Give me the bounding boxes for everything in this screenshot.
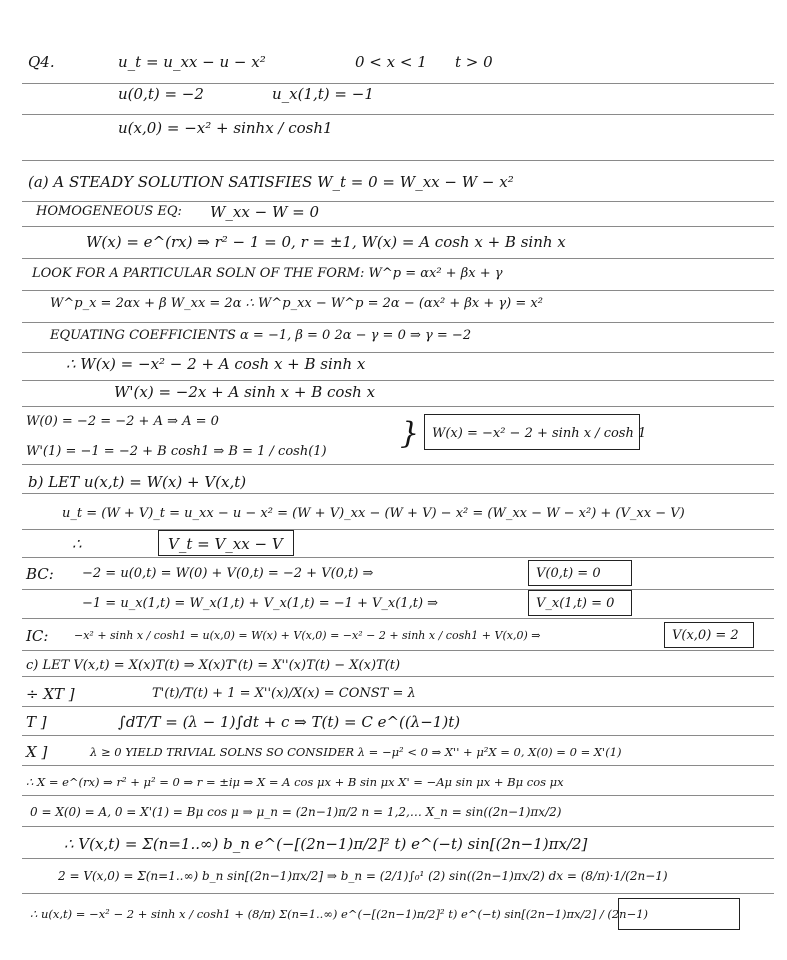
ic-equation: u(x,0) = −x² + sinhx / cosh1 — [118, 119, 333, 137]
homogeneous-solution: W(x) = e^(rx) ⇒ r² − 1 = 0, r = ±1, W(x) = A cosh x + B sinh x — [86, 233, 566, 251]
bc2-row — [0, 590, 787, 618]
bc1-derivation: −2 = u(0,t) = W(0) + V(0,t) = −2 + V(0,t) ⇒ — [82, 566, 374, 581]
homogeneous-eq — [0, 198, 787, 226]
final-solution-row: ∴ u(x,t) = −x² − 2 + sinh x / cosh1 + (8/π) Σ(n=1..∞) e^(−[(2n−1)π/2]² t) e^(−t) sin[(2n−1)πx/2] / (2n−1) — [0, 900, 787, 928]
question-label: Q4. — [28, 53, 55, 71]
bc1-result: V(0,t) = 0 — [536, 566, 601, 581]
ic-row — [0, 622, 787, 650]
coefficient-row: 2 = V(x,0) = Σ(n=1..∞) b_n sin[(2n−1)πx/2] ⇒ b_n = (2/1)∫₀¹ (2) sin((2n−1)πx/2) dx = (8/π)·1/(2n−1) — [58, 869, 668, 883]
condition-w0: W(0) = −2 = −2 + A ⇒ A = 0 — [26, 414, 219, 429]
eigen-row: 0 = X(0) = A, 0 = X'(1) = Bμ cos μ ⇒ μ_n = (2n−1)π/2 n = 1,2,… X_n = sin((2n−1)πx/2) — [30, 805, 562, 819]
t-label: T ] — [26, 713, 47, 731]
divide-label: ÷ XT ] — [26, 685, 75, 703]
part-b-derivation: u_t = (W + V)_t = u_xx − u − x² = (W + V)_xx − (W + V) − x² = (W_xx − W − x²) + (V_xx − V) — [62, 506, 685, 521]
therefore-symbol: ∴ — [72, 535, 82, 553]
bc-label: BC: — [26, 565, 54, 583]
ic-result: V(x,0) = 2 — [672, 628, 739, 643]
brace: } — [400, 416, 420, 451]
v-pde: V_t = V_xx − V — [168, 535, 283, 553]
ic-derivation: −x² + sinh x / cosh1 = u(x,0) = W(x) + V(x,0) = −x² − 2 + sinh x / cosh1 + V(x,0) ⇒ — [74, 629, 541, 642]
bc1-row — [0, 560, 787, 588]
bc-right: u_x(1,t) = −1 — [272, 85, 374, 103]
particular-derivatives: W^p_x = 2αx + β W_xx = 2α ∴ W^p_xx − W^p = 2α − (αx² + βx + γ) = x² — [50, 296, 543, 311]
equating-coefficients: EQUATING COEFFICIENTS α = −1, β = 0 2α − γ = 0 ⇒ γ = −2 — [50, 328, 472, 343]
condition-w1: W'(1) = −1 = −2 + B cosh1 ⇒ B = 1 / cosh(1) — [26, 444, 327, 459]
x-solution-row: ∴ X = e^(rx) ⇒ r² + μ² = 0 ⇒ r = ±iμ ⇒ X = A cos μx + B sin μx X' = −Aμ sin μx + Bμ cos μx — [26, 775, 564, 789]
particular-intro: LOOK FOR A PARTICULAR SOLN OF THE FORM: W^p = αx² + βx + γ — [32, 266, 503, 281]
part-c-let: c) LET V(x,t) = X(x)T(t) ⇒ X(x)T'(t) = X''(x)T(t) − X(x)T(t) — [26, 658, 401, 673]
x-intro: λ ≥ 0 YIELD TRIVIAL SOLNS SO CONSIDER λ = −μ² < 0 ⇒ X'' + μ²X = 0, X(0) = 0 = X'(1) — [90, 745, 622, 759]
x-label: X ] — [26, 743, 48, 761]
homog-label: HOMOGENEOUS EQ: — [36, 204, 182, 219]
bc2-result: V_x(1,t) = 0 — [536, 596, 615, 611]
final-sine-box — [618, 898, 740, 930]
general-solution: ∴ W(x) = −x² − 2 + A cosh x + B sinh x — [66, 355, 366, 373]
bc2-derivation: −1 = u_x(1,t) = W_x(1,t) + V_x(1,t) = −1 + V_x(1,t) ⇒ — [82, 596, 439, 611]
domain-x: 0 < x < 1 — [355, 53, 427, 71]
t-eq: ∫dT/T = (λ − 1)∫dt + c ⇒ T(t) = C e^((λ−1)t) — [118, 713, 461, 731]
ic-label: IC: — [26, 627, 49, 645]
t-row — [0, 708, 787, 736]
part-b-let: b) LET u(x,t) = W(x) + V(x,t) — [28, 473, 247, 491]
homog-equation: W_xx − W = 0 — [210, 203, 320, 221]
domain-t: t > 0 — [455, 53, 493, 71]
part-a-intro: (a) A STEADY SOLUTION SATISFIES W_t = 0 = W_xx − W − x² — [28, 173, 514, 191]
part-b-result-row — [0, 530, 787, 558]
series-row: ∴ V(x,t) = Σ(n=1..∞) b_n e^(−[(2n−1)π/2]² t) e^(−t) sin[(2n−1)πx/2] — [64, 835, 588, 853]
x-intro-row — [0, 738, 787, 766]
question-header — [0, 48, 787, 76]
bc-left: u(0,t) = −2 — [118, 85, 204, 103]
pde-equation: u_t = u_xx − u − x² — [118, 53, 266, 71]
initial-condition — [0, 114, 787, 142]
divide-eq: T'(t)/T(t) + 1 = X''(x)/X(x) = CONST = λ — [152, 686, 416, 701]
boundary-conditions — [0, 80, 787, 108]
divide-row — [0, 680, 787, 708]
steady-result-row — [0, 416, 787, 451]
steady-result: W(x) = −x² − 2 + sinh x / cosh 1 — [432, 426, 647, 441]
derivative: W'(x) = −2x + A sinh x + B cosh x — [114, 383, 376, 401]
